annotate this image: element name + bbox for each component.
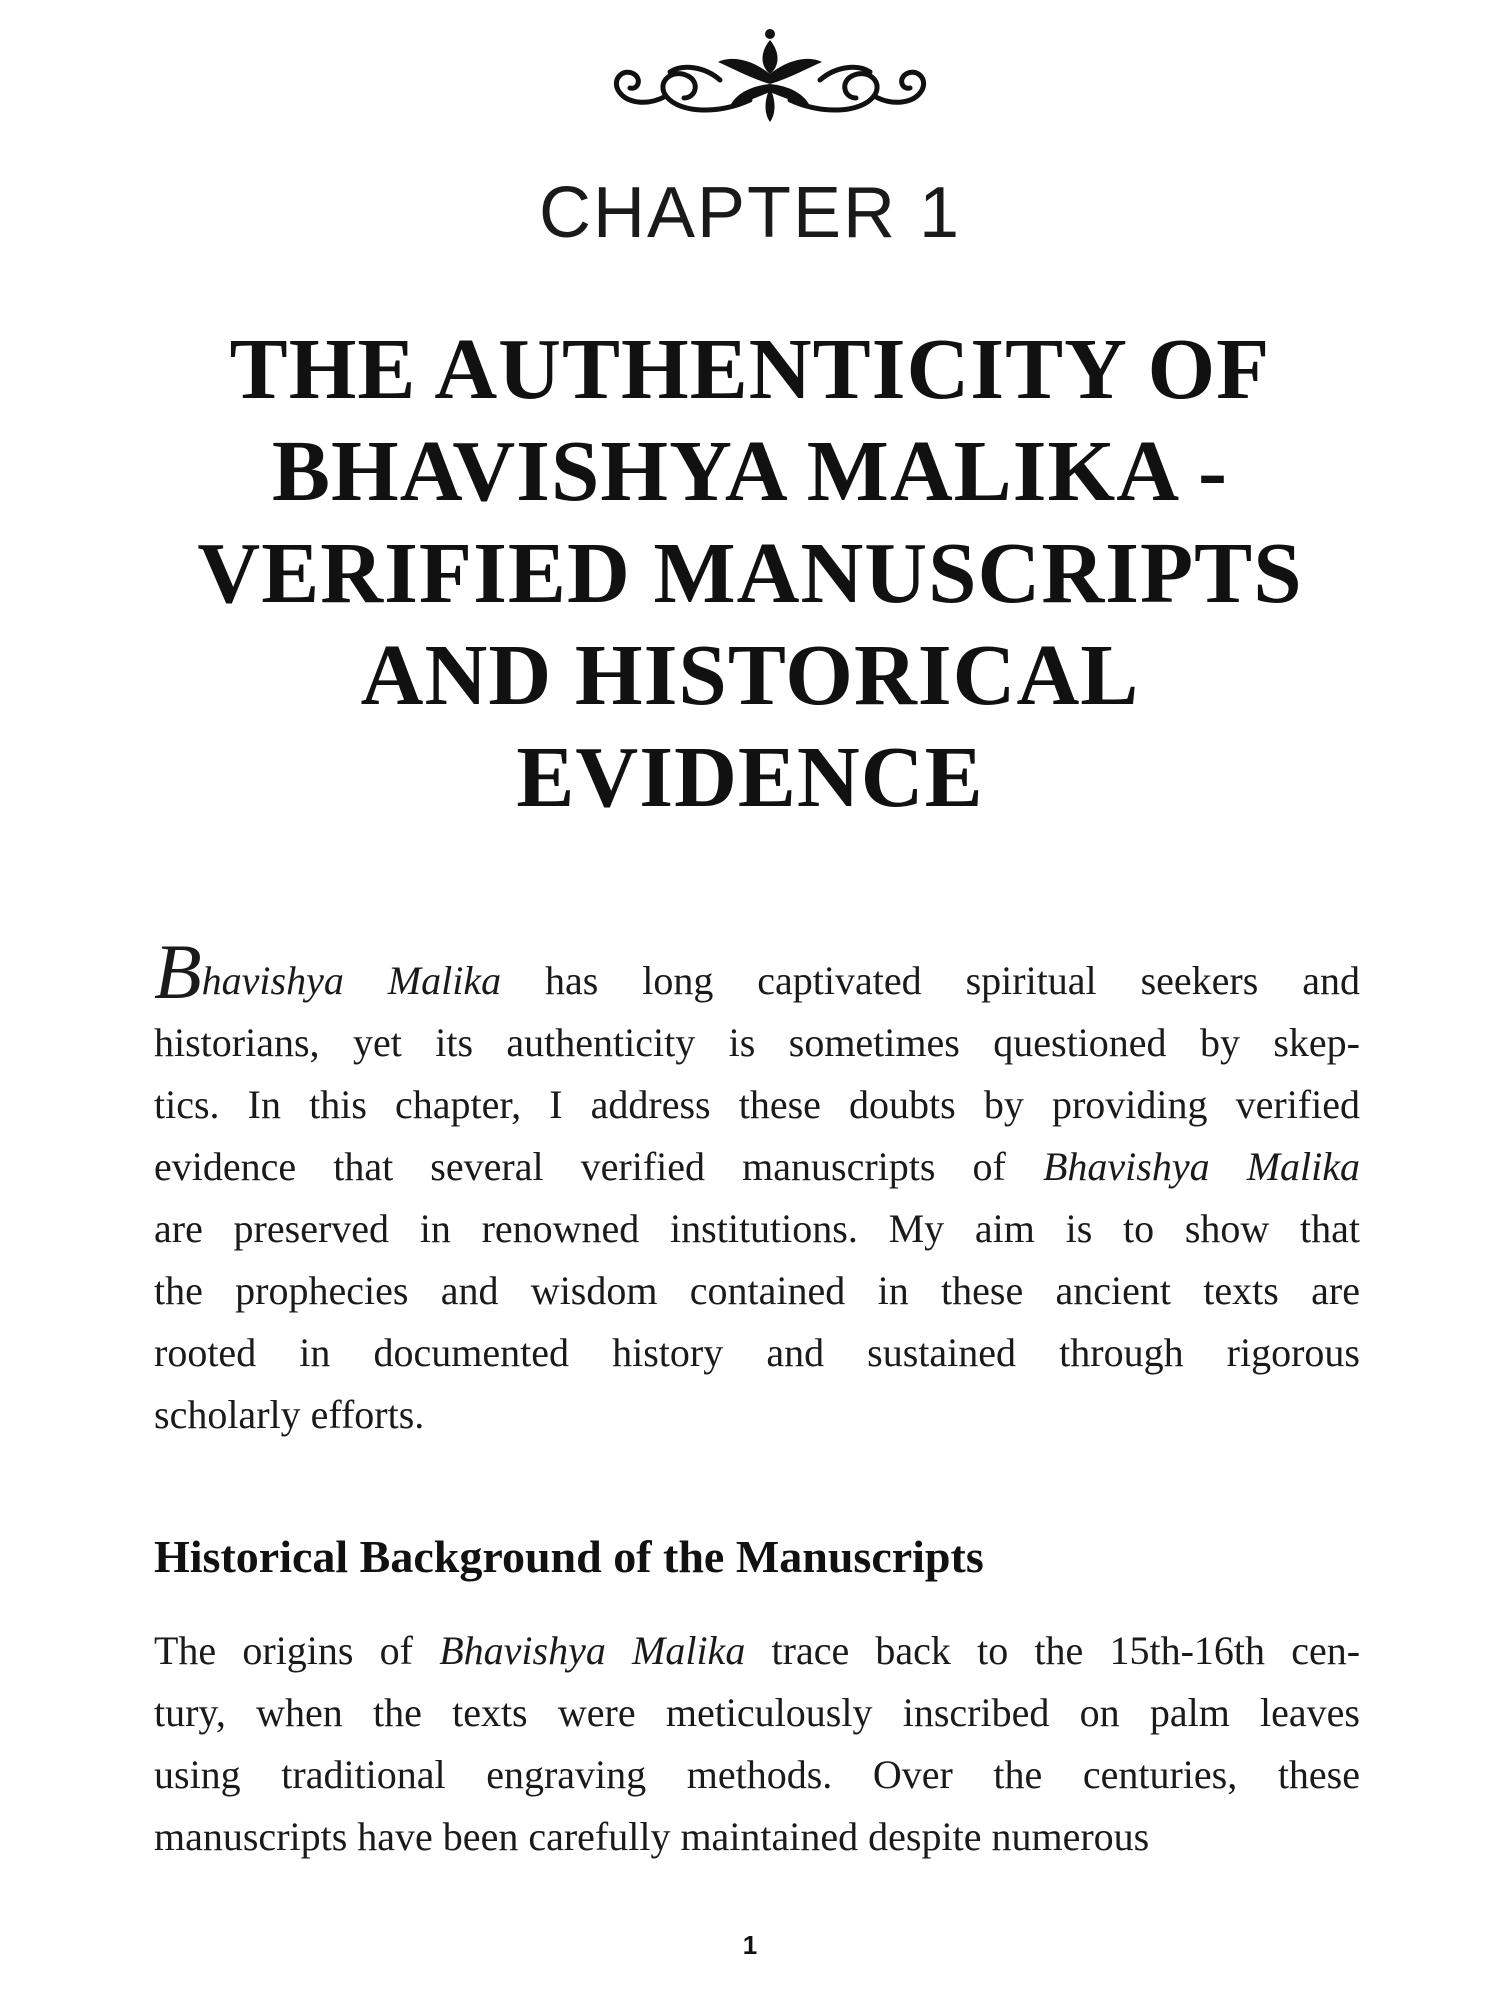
chapter-title bbox=[100, 318, 1400, 828]
text-segment: manuscripts have been carefully maintained despite numerous bbox=[154, 1814, 1150, 1859]
text-segment: The origins of bbox=[154, 1628, 440, 1673]
text-segment: tury, when the texts were meticulously inscribed on palm leaves bbox=[154, 1690, 1360, 1735]
italic-title-text: havishya Malika bbox=[201, 958, 502, 1003]
page-number: 1 bbox=[742, 1930, 758, 1960]
italic-title-text: Bhavishya Malika bbox=[1042, 1144, 1361, 1189]
chapter-title-line: THE AUTHENTICITY OF bbox=[229, 320, 1271, 417]
text-line bbox=[154, 1806, 1360, 1868]
text-segment: the prophecies and wisdom contained in these ancient texts are bbox=[154, 1268, 1360, 1313]
text-segment: historians, yet its authenticity is sometimes questioned by skep- bbox=[154, 1020, 1360, 1065]
text-line bbox=[154, 1198, 1360, 1260]
text-line bbox=[154, 1322, 1360, 1384]
chapter-number: CHAPTER 1 bbox=[538, 173, 962, 253]
chapter-title-line: BHAVISHYA MALIKA - bbox=[272, 422, 1228, 519]
chapter-title-line: VERIFIED MANUSCRIPTS bbox=[197, 524, 1303, 621]
section-heading: Historical Background of the Manuscripts bbox=[154, 1531, 984, 1582]
text-line bbox=[154, 1012, 1360, 1074]
text-segment: are preserved in renowned institutions. My aim is to show that bbox=[154, 1206, 1360, 1251]
text-segment: has long captivated spiritual seekers and bbox=[501, 958, 1360, 1003]
body-paragraph bbox=[154, 1620, 1360, 1868]
text-line bbox=[154, 1136, 1360, 1198]
text-line bbox=[154, 1384, 1360, 1446]
chapter-title-line: AND HISTORICAL bbox=[360, 626, 1140, 723]
intro-paragraph bbox=[154, 928, 1361, 1446]
text-line bbox=[154, 1074, 1360, 1136]
text-segment: trace back to the 15th-16th cen- bbox=[745, 1628, 1361, 1673]
text-line bbox=[154, 1744, 1360, 1806]
text-segment: evidence that several verified manuscripts of bbox=[154, 1144, 1043, 1189]
floral-flourish-icon bbox=[600, 22, 940, 132]
drop-cap: B bbox=[154, 928, 202, 1015]
text-line bbox=[154, 1620, 1360, 1682]
chapter-title-line: EVIDENCE bbox=[516, 728, 984, 825]
text-line bbox=[154, 1682, 1360, 1744]
text-segment: rooted in documented history and sustained through rigorous bbox=[154, 1330, 1360, 1375]
text-segment: tics. In this chapter, I address these doubts by providing verified bbox=[154, 1082, 1360, 1127]
text-segment: scholarly efforts. bbox=[154, 1392, 425, 1437]
text-segment: using traditional engraving methods. Over the centuries, these bbox=[154, 1752, 1360, 1797]
text-line bbox=[154, 928, 1360, 1015]
italic-title-text: Bhavishya Malika bbox=[439, 1628, 746, 1673]
text-line bbox=[154, 1260, 1360, 1322]
